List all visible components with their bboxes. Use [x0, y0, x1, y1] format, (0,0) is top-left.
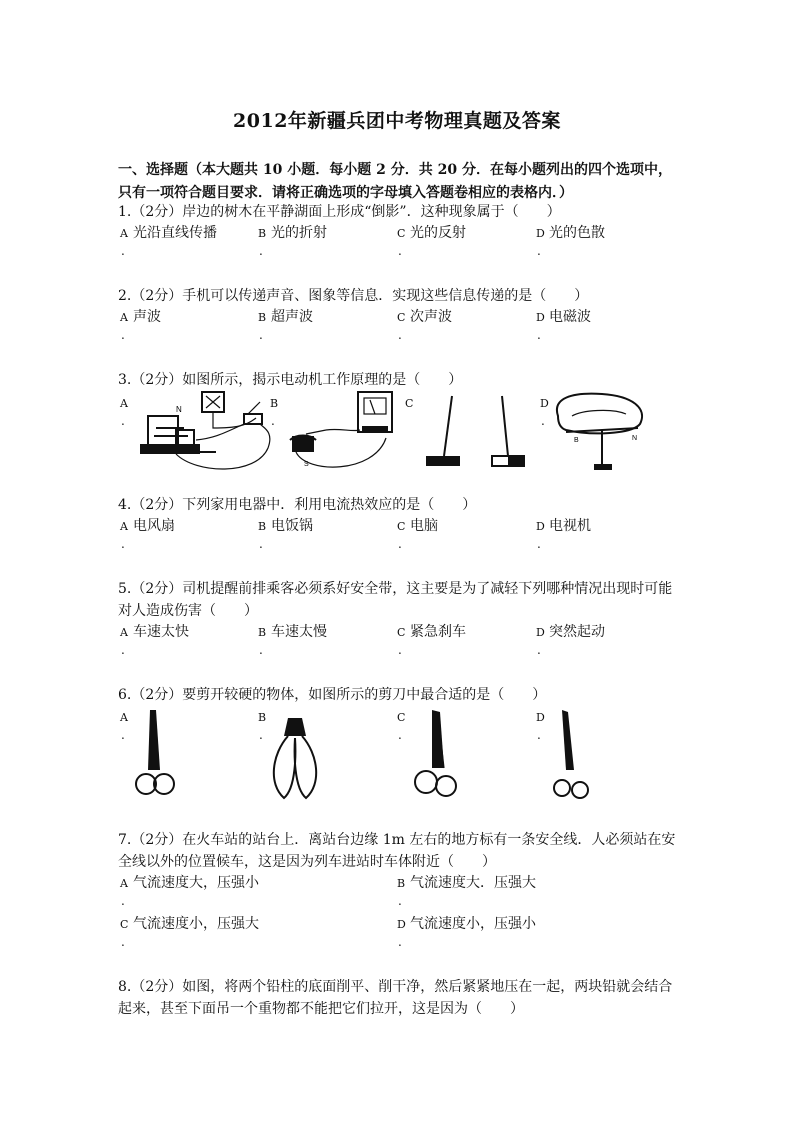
option-key: C [120, 918, 129, 931]
option-key: A [120, 877, 128, 890]
option-key: C [397, 520, 406, 533]
option-dot: . [541, 414, 545, 428]
option-text: 光的色散 [549, 225, 605, 241]
option-key: B [258, 227, 267, 240]
option-key: D [397, 918, 406, 931]
option-key: D [536, 311, 545, 324]
option-text: 光沿直线传播 [133, 225, 217, 241]
option-key: A [120, 711, 128, 724]
question-4: 4.（2分）下列家用电器中．利用电流热效应的是（ ） [118, 497, 477, 513]
option-dot: . [398, 328, 402, 342]
q4-option-b[interactable] [258, 517, 313, 536]
option-text: 气流速度小，压强大 [133, 916, 259, 932]
question-7: 7.（2分）在火车站的站台上．离站台边缘 1m 左右的地方标有一条安全线．人必须站在安全线以外的位置候车，这是因为列车进站时车体附近（ ） [118, 832, 676, 870]
question-6: 6.（2分）要剪开较硬的物体，如图所示的剪刀中最合适的是（ ） [118, 687, 547, 703]
option-dot: . [121, 328, 125, 342]
figure-3c-pendulums [416, 392, 536, 474]
option-dot: . [398, 643, 402, 657]
q1-option-a[interactable] [120, 224, 217, 243]
option-dot: . [121, 414, 125, 428]
option-key: A [120, 520, 128, 533]
option-text: 电磁波 [549, 309, 591, 325]
option-key: D [536, 227, 545, 240]
option-key: C [397, 626, 406, 639]
option-key: B [397, 877, 406, 890]
option-dot: . [121, 935, 125, 949]
q2-option-d[interactable] [536, 308, 591, 327]
option-text: 紧急刹车 [410, 624, 466, 640]
option-text: 气流速度小，压强小 [410, 916, 536, 932]
option-key: C [405, 397, 414, 410]
option-dot: . [398, 728, 402, 742]
option-key: D [540, 397, 549, 410]
option-key: D [536, 711, 545, 724]
section-heading: 一、选择题（本大题共 10 小题．每小题 2 分．共 20 分．在每小题列出的四个选项中，只有一项符合题目要求．请将正确选项的字母填入答题卷相应的表格内．） [118, 162, 672, 201]
pole-label-s: S [304, 461, 309, 468]
option-dot: . [259, 728, 263, 742]
option-dot: . [537, 328, 541, 342]
figure-3b-galvanometer [286, 388, 406, 476]
option-text: 气流速度大，压强小 [133, 875, 259, 891]
figure-6d-thin-scissors [548, 708, 598, 804]
q7-option-d[interactable] [397, 915, 536, 934]
q4-option-c[interactable] [397, 517, 438, 536]
option-key: B [258, 711, 267, 724]
q3-option-a[interactable] [120, 394, 133, 413]
page-title: 2012年新疆兵团中考物理真题及答案 [233, 110, 561, 132]
option-dot: . [121, 537, 125, 551]
option-dot: . [398, 537, 402, 551]
option-text: 次声波 [410, 309, 452, 325]
option-dot: . [537, 537, 541, 551]
option-dot: . [259, 643, 263, 657]
option-text: 气流速度大．压强大 [410, 875, 536, 891]
q1-option-d[interactable] [536, 224, 605, 243]
q7-option-a[interactable] [120, 874, 259, 893]
q5-option-c[interactable] [397, 623, 466, 642]
option-key: A [120, 311, 128, 324]
option-key: A [120, 397, 128, 410]
q4-option-d[interactable] [536, 517, 591, 536]
option-key: A [120, 626, 128, 639]
q2-option-b[interactable] [258, 308, 313, 327]
option-text: 电饭锅 [271, 518, 313, 534]
q5-option-a[interactable] [120, 623, 189, 642]
option-dot: . [537, 244, 541, 258]
option-dot: . [121, 244, 125, 258]
option-dot: . [398, 244, 402, 258]
question-2: 2.（2分）手机可以传递声音、图象等信息．实现这些信息传递的是（ ） [118, 288, 589, 304]
option-dot: . [259, 537, 263, 551]
option-dot: . [398, 894, 402, 908]
pole-label-b: B [574, 437, 579, 444]
option-dot: . [271, 414, 275, 428]
pole-label-n: N [176, 405, 182, 414]
option-text: 光的反射 [410, 225, 466, 241]
q7-option-c[interactable] [120, 915, 259, 934]
q2-option-a[interactable] [120, 308, 161, 327]
option-text: 光的折射 [271, 225, 327, 241]
q6-option-c[interactable] [397, 708, 410, 727]
option-key: D [536, 520, 545, 533]
figure-6c-medium-scissors [410, 708, 466, 804]
option-text: 车速太慢 [271, 624, 327, 640]
option-key: B [258, 626, 267, 639]
option-text: 电视机 [549, 518, 591, 534]
option-key: B [258, 520, 267, 533]
figure-6b-short-blade-shears [266, 714, 326, 806]
option-dot: . [537, 643, 541, 657]
option-key: A [120, 227, 128, 240]
option-key: C [397, 311, 406, 324]
question-3: 3.（2分）如图所示，揭示电动机工作原理的是（ ） [118, 372, 463, 388]
option-dot: . [121, 643, 125, 657]
question-1: 1.（2分）岸边的树木在平静湖面上形成“倒影”．这种现象属于（ ） [118, 204, 561, 220]
option-key: B [258, 311, 267, 324]
figure-3d-coil-stand [552, 390, 648, 474]
option-dot: . [121, 894, 125, 908]
option-text: 超声波 [271, 309, 313, 325]
question-5: 5.（2分）司机提醒前排乘客必须系好安全带，这主要是为了减轻下列哪种情况出现时可能对人造成伤害（ ） [118, 581, 673, 619]
option-text: 电脑 [410, 518, 438, 534]
option-dot: . [121, 728, 125, 742]
question-8: 8.（2分）如图，将两个铅柱的底面削平、削干净，然后紧紧地压在一起，两块铅就会结合起来，甚至下面吊一个重物都不能把它们拉开，这是因为（ ） [118, 979, 673, 1017]
figure-3a-motor-apparatus [136, 388, 276, 476]
option-text: 电风扇 [133, 518, 175, 534]
q1-option-c[interactable] [397, 224, 466, 243]
q2-option-c[interactable] [397, 308, 452, 327]
option-text: 车速太快 [133, 624, 189, 640]
option-dot: . [259, 244, 263, 258]
option-dot: . [259, 328, 263, 342]
option-dot: . [537, 728, 541, 742]
q5-option-d[interactable] [536, 623, 605, 642]
pole-label-n2: N [632, 435, 638, 442]
option-text: 声波 [133, 309, 161, 325]
option-key: C [397, 711, 406, 724]
figure-6a-long-scissors [132, 708, 182, 804]
option-dot: . [398, 935, 402, 949]
option-key: C [397, 227, 406, 240]
option-key: B [270, 397, 279, 410]
q7-option-b[interactable] [397, 874, 536, 893]
option-key: D [536, 626, 545, 639]
q4-option-a[interactable] [120, 517, 175, 536]
q1-option-b[interactable] [258, 224, 327, 243]
q5-option-b[interactable] [258, 623, 327, 642]
option-text: 突然起动 [549, 624, 605, 640]
